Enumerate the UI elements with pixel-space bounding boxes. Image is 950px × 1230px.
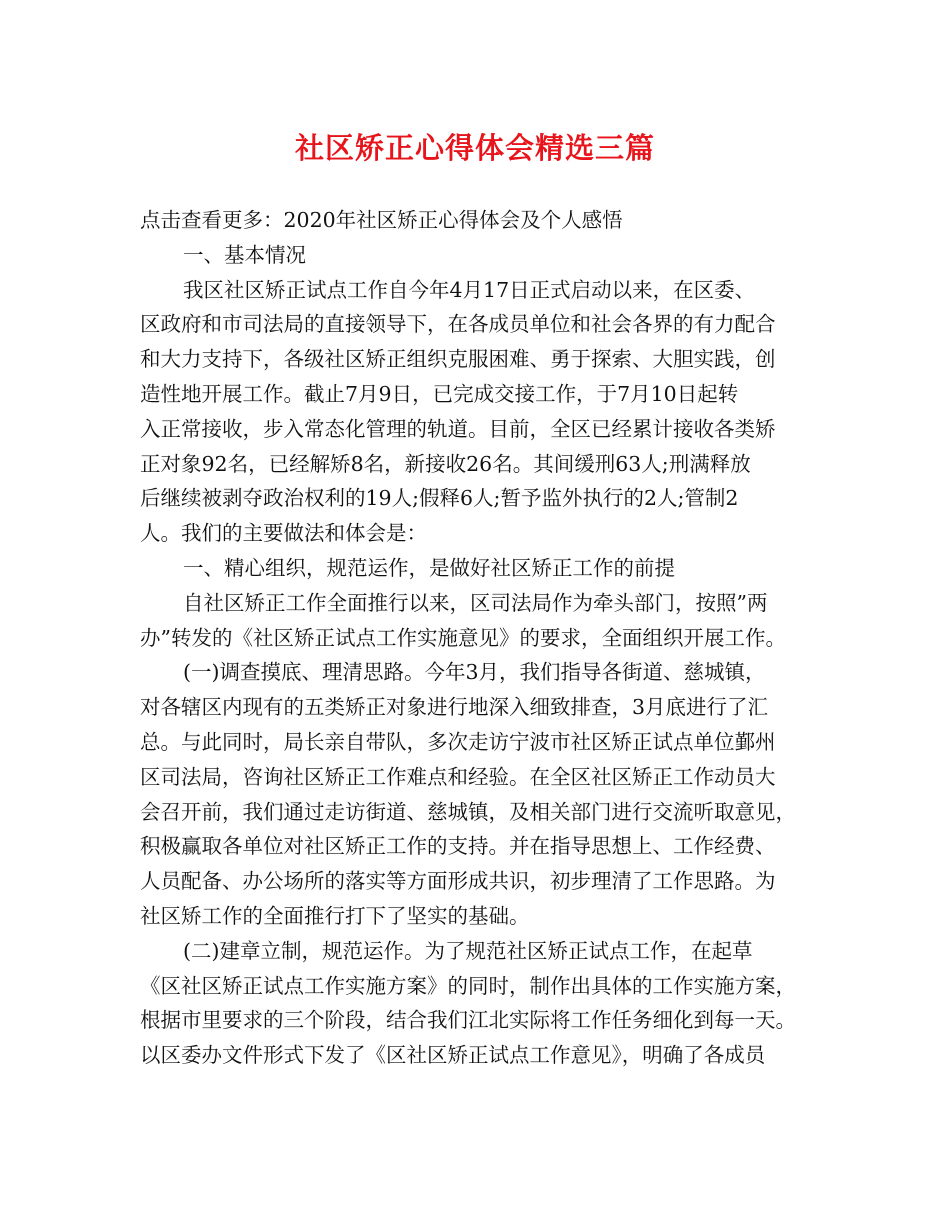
body-line: 总。与此同时，局长亲自带队，多次走访宁波市社区矫正试点单位鄞州 [140,729,776,754]
body-line: 一、基本情况 [183,242,306,267]
body-line: 根据市里要求的三个阶段，结合我们江北实际将工作任务细化到每一天。 [140,1008,796,1033]
body-line: 和大力支持下，各级社区矫正组织克服困难、勇于探索、大胆实践，创 [140,347,776,372]
body-line: 我区社区矫正试点工作自今年4月17日正式启动以来，在区委、 [183,277,756,302]
body-line: 以区委办文件形式下发了《区社区矫正试点工作意见》，明确了各成员 [140,1043,766,1068]
body-line: 一、精心组织，规范运作，是做好社区矫正工作的前提 [183,555,675,580]
body-line: 自社区矫正工作全面推行以来，区司法局作为牵头部门，按照”两 [183,590,768,615]
body-line: 入正常接收，步入常态化管理的轨道。目前，全区已经累计接收各类矫 [140,416,776,441]
body-line: 积极赢取各单位对社区矫正工作的支持。并在指导思想上、工作经费、 [140,834,776,859]
body-line: 正对象92名，已经解矫8名，新接收26名。其间缓刑63人;刑满释放 [140,451,751,476]
body-line: 《区社区矫正试点工作实施方案》的同时，制作出具体的工作实施方案， [140,973,796,998]
body-line: 区司法局，咨询社区矫正工作难点和经验。在全区社区矫正工作动员大 [140,764,776,789]
body-line: (一)调查摸底、理清思路。今年3月，我们指导各街道、慈城镇， [183,660,766,685]
document-body [140,203,830,1073]
document-title: 社区矫正心得体会精选三篇 [294,131,655,165]
body-line: 社区矫工作的全面推行打下了坚实的基础。 [140,903,530,928]
body-line: 办”转发的《社区矫正试点工作实施意见》的要求，全面组织开展工作。 [140,625,786,650]
body-line: 人员配备、办公场所的落实等方面形成共识，初步理清了工作思路。为 [140,869,776,894]
body-line: 点击查看更多：2020年社区矫正心得体会及个人感悟 [140,208,623,232]
body-line: 后继续被剥夺政治权利的19人;假释6人;暂予监外执行的2人;管制2 [140,486,739,511]
body-line: 对各辖区内现有的五类矫正对象进行地深入细致排查，3月底进行了汇 [140,695,769,720]
body-line: 会召开前，我们通过走访街道、慈城镇，及相关部门进行交流听取意见， [140,799,796,824]
body-line: 造性地开展工作。截止7月9日，已完成交接工作，于7月10日起转 [140,381,739,406]
body-line: 区政府和市司法局的直接领导下，在各成员单位和社会各界的有力配合 [140,312,776,337]
body-line: (二)建章立制，规范运作。为了规范社区矫正试点工作，在起草 [183,938,753,963]
body-line: 人。我们的主要做法和体会是： [140,521,427,546]
